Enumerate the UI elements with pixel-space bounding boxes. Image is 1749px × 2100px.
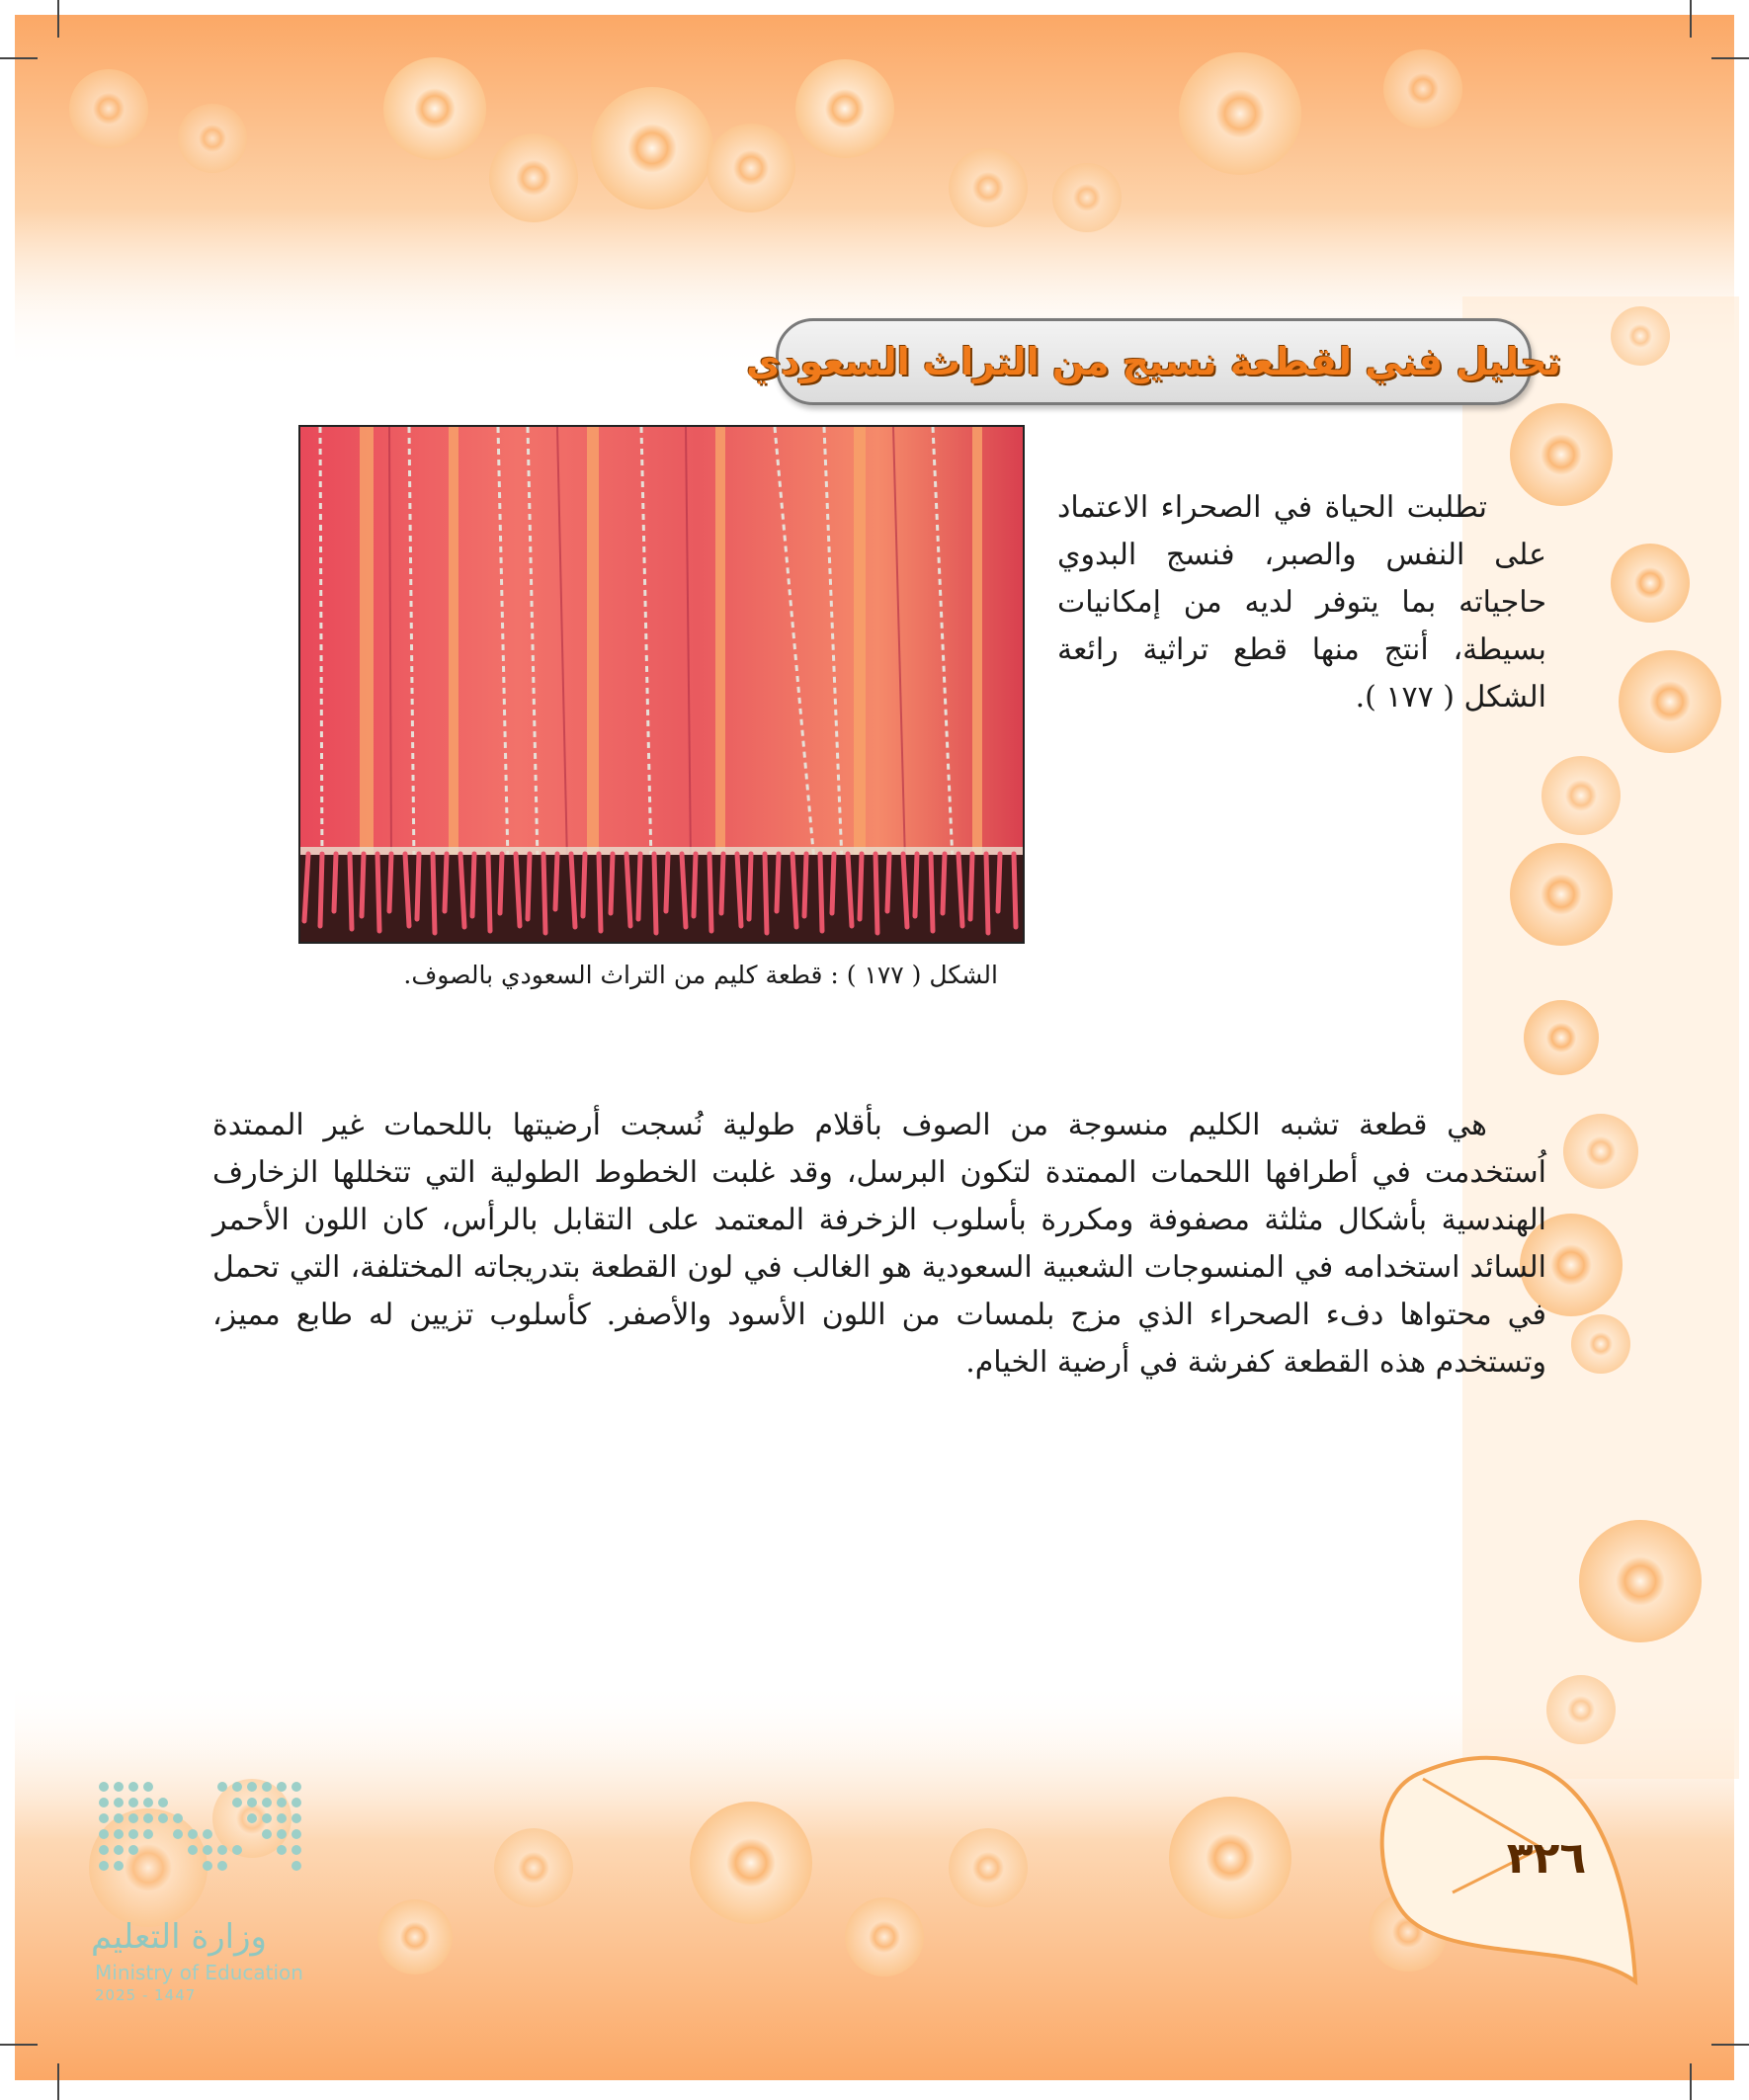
ministry-year: 2025 - 1447: [95, 1986, 197, 2004]
body-text: هي قطعة تشبه الكليم منسوجة من الصوف بأقلام طولية نُسجت أرضيتها باللحمات غير الممتدة اُستخدمت في أطرافها اللحمات الممتدة لتكون البرسل، وقد غلبت الخطوط الطولية التي تتخللها الزخارف الهندسية بأشكال مثلثة مصفوفة ومكررة بأسلوب الزخرفة المعتمد على التقابل بالرأس، كان اللون الأحمر السائد استخدامه في المنسوجات الشعبية السعودية هو الغالب في لون القطعة بتدريجاته المختلفة، التي تحمل في محتواها دفء الصحراء الذي مزج بلمسات من اللون الأسود والأصفر. كأسلوب تزيين له طابع مميز، وتستخدم هذه القطعة كفرشة في أرضية الخيام.: [212, 1108, 1546, 1380]
crop-mark: [57, 0, 59, 38]
crop-mark: [0, 57, 38, 59]
crop-mark: [1711, 57, 1749, 59]
figure-caption: الشكل ( ١٧٧ ) : قطعة كليم من التراث السعودي بالصوف.: [403, 961, 998, 989]
page-number: ٣٢٦: [1506, 1833, 1587, 1884]
crop-mark: [1690, 2063, 1692, 2100]
body-paragraph: [212, 1102, 1546, 1386]
kilim-illustration: [300, 427, 1023, 942]
section-title: تحليل فني لقطعة نسيج من التراث السعودي: [746, 340, 1561, 383]
intro-paragraph: [1057, 484, 1546, 721]
ministry-name-arabic: وزارة التعليم: [91, 1917, 267, 1957]
crop-mark: [1711, 2044, 1749, 2046]
textile-photo: [298, 425, 1025, 944]
crop-mark: [57, 2063, 59, 2100]
crop-mark: [0, 2044, 38, 2046]
section-title-banner: [746, 318, 1561, 405]
intro-text: تطلبت الحياة في الصحراء الاعتماد على النفس والصبر، فنسج البدوي حاجياته بما يتوفر لديه من إمكانيات بسيطة، أنتج منها قطع تراثية رائعة الشكل ( ١٧٧ ).: [1057, 490, 1546, 714]
ministry-name-english: Ministry of Education: [95, 1961, 303, 1984]
crop-mark: [1690, 0, 1692, 38]
